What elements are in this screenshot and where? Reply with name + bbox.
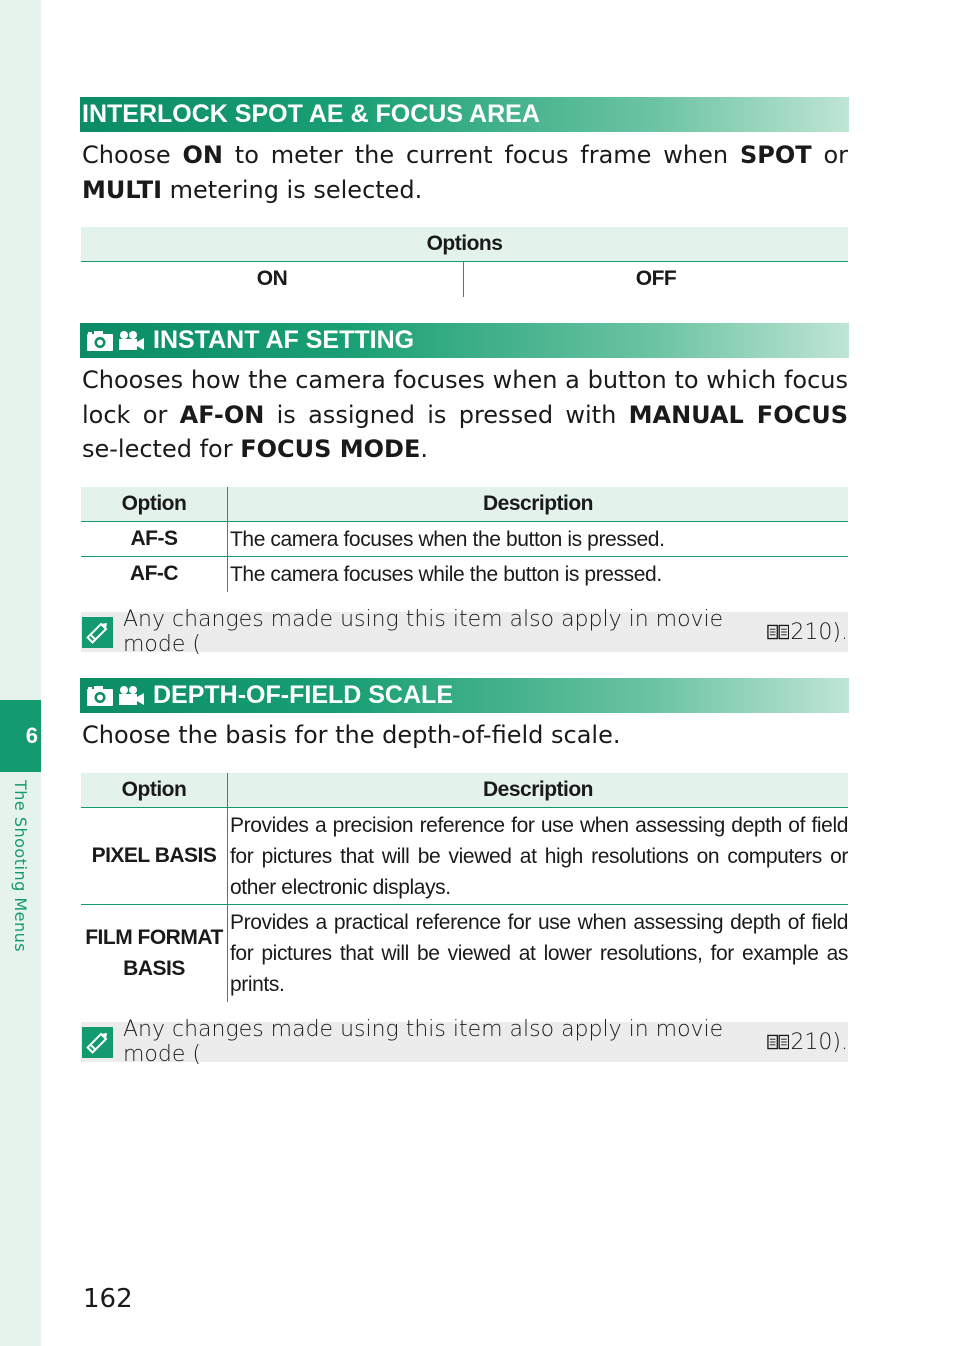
option-description: The camera focuses when the button is pressed.	[228, 522, 849, 557]
note-text: Any changes made using this item also apply in movie mode (	[123, 1017, 724, 1067]
options-header: Options	[81, 227, 848, 262]
option-description: The camera focuses while the button is pressed.	[228, 557, 849, 592]
section-description: Chooses how the camera focuses when a button to which focus lock or AF-ON is assigned is pressed with MANUAL FOCUS se-lected for FOCUS MODE.	[82, 366, 848, 463]
note-pencil-icon	[82, 1027, 113, 1058]
movie-camera-icon	[117, 330, 145, 352]
table-row	[81, 905, 848, 1002]
note-page-ref: 210).	[790, 1029, 848, 1055]
section-heading-interlock	[80, 97, 849, 132]
chapter-title: The Shooting Menus	[11, 780, 30, 953]
option-off: OFF	[464, 262, 849, 297]
option-name: AF-S	[81, 522, 228, 557]
section-title: DEPTH-OF-FIELD SCALE	[153, 681, 453, 709]
option-name: AF-C	[129, 562, 179, 586]
table-row	[81, 522, 848, 557]
option-name: FILM FORMAT BASIS	[85, 926, 223, 981]
option-on: ON	[256, 267, 288, 291]
section-heading-instant-af	[80, 323, 849, 358]
col-description: Description	[228, 773, 849, 808]
page-number: 162	[83, 1284, 133, 1314]
camera-icon	[86, 685, 114, 707]
book-icon	[767, 623, 790, 641]
col-option: Option	[81, 487, 228, 522]
option-name: PIXEL BASIS	[81, 808, 228, 905]
movie-camera-icon	[117, 685, 145, 707]
options-table	[81, 227, 848, 297]
instant-af-table	[81, 487, 848, 592]
book-icon	[767, 1033, 790, 1051]
table-row	[81, 808, 848, 905]
note-text: Any changes made using this item also apply in movie mode (	[123, 607, 724, 657]
section-title: INSTANT AF SETTING	[153, 326, 415, 354]
option-description: Provides a precision reference for use when assessing depth of field for pictures that will be viewed at high resolutions on computers or other electronic displays.	[228, 808, 849, 905]
section-description: Choose ON to meter the current focus frame when SPOT or MULTI metering is selected.	[82, 141, 848, 204]
section-description: Choose the basis for the depth-of-field scale.	[82, 721, 621, 749]
dof-scale-table	[81, 773, 848, 1002]
note-pencil-icon	[82, 617, 113, 648]
option-description: Provides a practical reference for use when assessing depth of field for pictures that will be viewed at lower resolutions, for example as prints.	[228, 905, 849, 1002]
note-box	[81, 607, 848, 657]
chapter-sidebar	[0, 0, 41, 1346]
note-page-ref: 210).	[790, 619, 848, 645]
camera-icon	[86, 330, 114, 352]
col-option: Option	[81, 773, 228, 808]
chapter-number: 6	[0, 700, 41, 772]
col-description: Description	[228, 487, 849, 522]
table-row	[81, 557, 848, 592]
section-title: INTERLOCK SPOT AE & FOCUS AREA	[82, 100, 540, 128]
note-box	[81, 1017, 848, 1067]
section-heading-dof-scale	[80, 678, 849, 713]
